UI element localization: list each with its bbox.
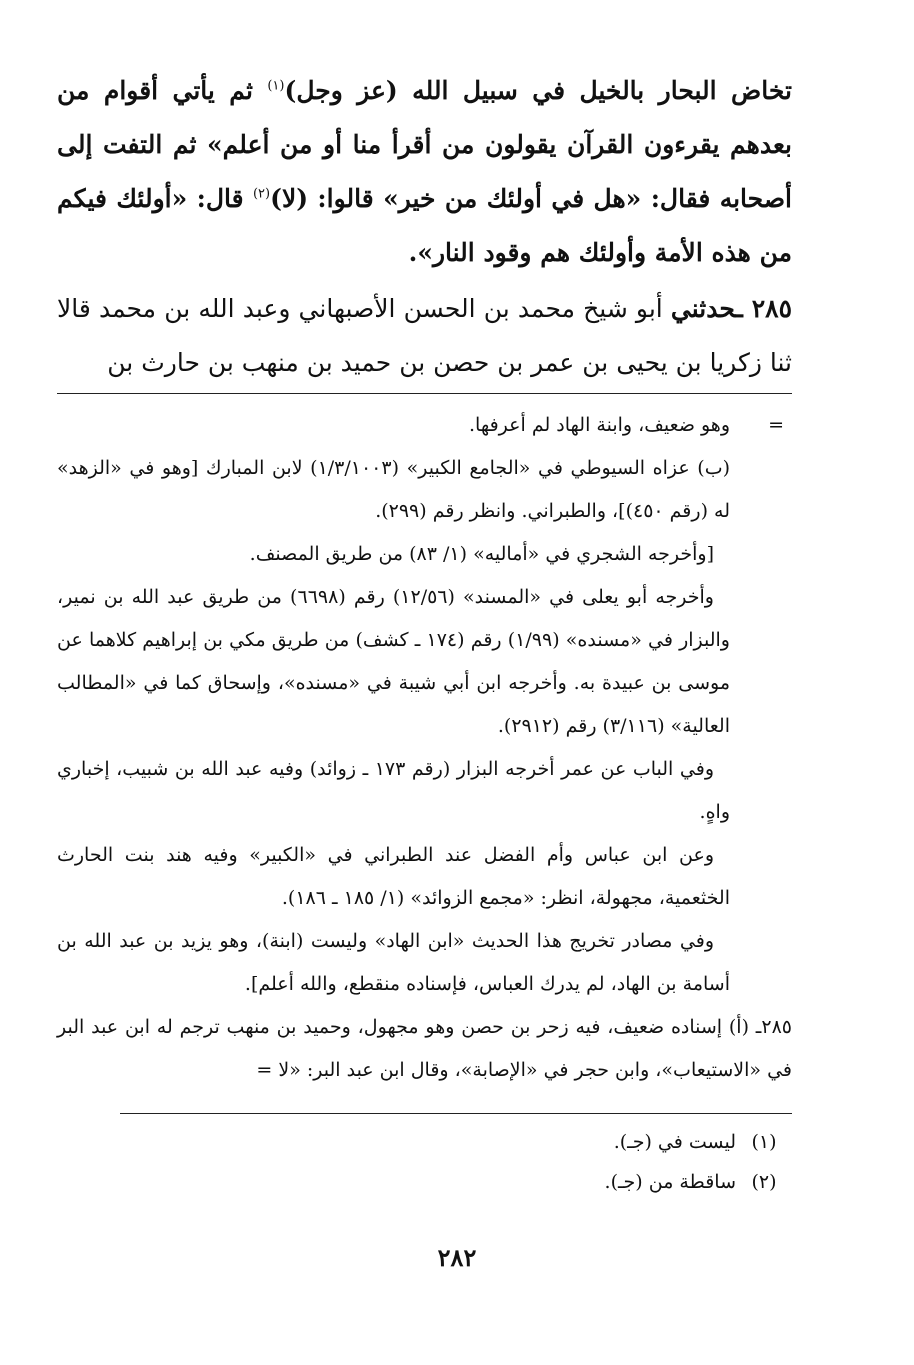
paragraph-hadith-285: [57, 282, 792, 390]
isnad-text: أبو شيخ محمد بن الحسن الأصبهاني وعبد الله بن محمد قالا ثنا زكريا بن يحيى بن عمر بن حصن بن حميد بن منهب بن حارث بن: [57, 294, 792, 377]
text-run: قال: «أولئك فيكم من هذه الأمة وأولئك هم وقود النار».: [57, 184, 792, 267]
page-number: ٢٨٢: [437, 1243, 477, 1272]
footnote-2: [57, 1162, 792, 1202]
footnote-text: ساقطة من (جـ).: [604, 1171, 736, 1193]
note-continuation: [57, 404, 792, 447]
footnote-separator: [120, 1113, 792, 1114]
hadith-number: ٢٨٥ ـ: [735, 294, 793, 323]
hadith-lead-word: حدثني: [670, 294, 736, 323]
note-shajari: [وأخرجه الشجري في «أماليه» (١/ ٨٣) من طريق المصنف.: [249, 543, 714, 565]
footnote-ref-2: (٢): [252, 186, 271, 202]
footnote-ref-1: (١): [267, 78, 285, 94]
note-285-a: ٢٨٥ـ (أ) إسناده ضعيف، فيه زحر بن حصن وهو مجهول، وحميد بن منهب ترجم له ابن عبد البر في «الاستيعاب»، وابن حجر في «الإصابة»، وقال ابن عبد البر: «لا =: [57, 1016, 792, 1081]
footnotes: [57, 1122, 792, 1202]
continuation-mark: =: [768, 414, 784, 436]
text-run: ثم يأتي أقوام من بعدهم يقرءون القرآن يقولون من أقرأ منا أو من أعلم» ثم التفت إلى أصحابه فقال: «هل في أولئك من خير» قالوا: (لا): [57, 76, 792, 213]
notes-separator: [57, 393, 792, 394]
main-text: [57, 64, 792, 390]
note-abu-yala: وأخرجه أبو يعلى في «المسند» (١٢/٥٦) رقم (٦٦٩٨) من طريق عبد الله بن نمير، والبزار في «مسنده» (١/٩٩) رقم (١٧٤ ـ كشف) من طريق مكي بن إبراهيم كلاهما عن موسى بن عبيدة به. وأخرجه ابن أبي شيبة في «مسنده»، وإسحاق كما في «المطالب العالية» (٣/١١٦) رقم (٢٩١٢).: [57, 586, 730, 737]
note-bab: وفي الباب عن عمر أخرجه البزار (رقم ١٧٣ ـ زوائد) وفيه عبد الله بن شبيب، إخباري واهٍ.: [57, 758, 730, 823]
footnote-number: (٢): [751, 1171, 777, 1193]
note-b: (ب) عزاه السيوطي في «الجامع الكبير» (١/٣/١٠٠٣) لابن المبارك [وهو في «الزهد» له (رقم ٤٥٠)]، والطبراني. وانظر رقم (٢٩٩).: [57, 457, 731, 522]
note-text: وهو ضعيف، وابنة الهاد لم أعرفها.: [469, 414, 730, 436]
commentary-notes: [57, 404, 792, 1092]
text-run: تخاض البحار بالخيل في سبيل الله (عز وجل): [284, 76, 792, 105]
paragraph-hadith-284-end: [57, 64, 792, 280]
note-ibn-abbas: وعن ابن عباس وأم الفضل عند الطبراني في «الكبير» وفيه هند بنت الحارث الخثعمية، مجهولة، انظر: «مجمع الزوائد» (١/ ١٨٥ ـ ١٨٦).: [57, 844, 730, 909]
footnote-text: ليست في (جـ).: [613, 1131, 736, 1153]
footnote-number: (١): [751, 1131, 777, 1153]
footnote-1: [57, 1122, 792, 1162]
note-masadir: وفي مصادر تخريج هذا الحديث «ابن الهاد» وليست (ابنة)، وهو يزيد بن عبد الله بن أسامة بن الهاد، لم يدرك العباس، فإسناده منقطع، والله أعلم].: [57, 930, 730, 995]
